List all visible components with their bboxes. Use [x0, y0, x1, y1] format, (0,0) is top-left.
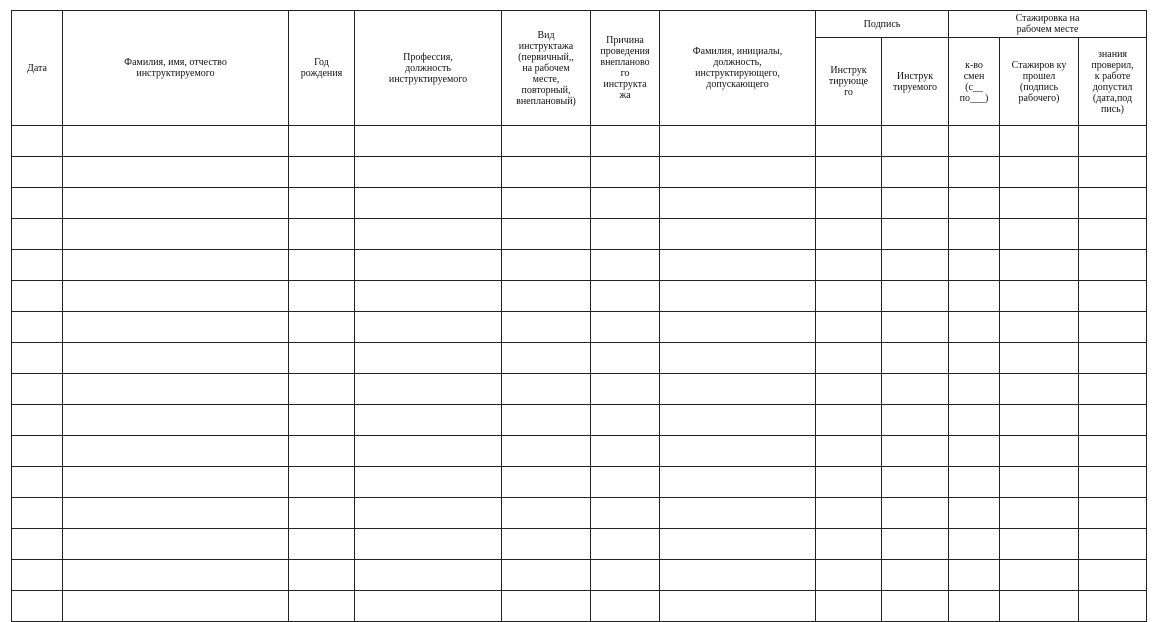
- cell-knowledge-checked[interactable]: [1079, 312, 1147, 343]
- cell-briefing-type[interactable]: [502, 467, 591, 498]
- table-row: [12, 467, 1147, 498]
- cell-instructor[interactable]: [660, 281, 816, 312]
- cell-briefing-type[interactable]: [502, 374, 591, 405]
- cell-date[interactable]: [12, 126, 63, 157]
- cell-instructor-signature[interactable]: [816, 436, 882, 467]
- cell-unplanned-reason[interactable]: [591, 591, 660, 622]
- col-knowledge-checked-header: знания проверил, к работе допустил (дата,под пись): [1079, 38, 1147, 126]
- cell-date[interactable]: [12, 467, 63, 498]
- cell-briefing-type[interactable]: [502, 591, 591, 622]
- cell-date[interactable]: [12, 591, 63, 622]
- cell-date[interactable]: [12, 498, 63, 529]
- col-fullname-header: Фамилия, имя, отчество инструктируемого: [63, 11, 289, 126]
- cell-birth-year[interactable]: [289, 126, 355, 157]
- cell-unplanned-reason[interactable]: [591, 529, 660, 560]
- cell-fullname[interactable]: [63, 529, 289, 560]
- cell-instructor-signature[interactable]: [816, 498, 882, 529]
- cell-profession[interactable]: [355, 591, 502, 622]
- cell-profession[interactable]: [355, 126, 502, 157]
- cell-profession[interactable]: [355, 219, 502, 250]
- table-row: [12, 591, 1147, 622]
- cell-briefing-type[interactable]: [502, 157, 591, 188]
- table-row: [12, 281, 1147, 312]
- table-body: [12, 126, 1147, 622]
- cell-date[interactable]: [12, 157, 63, 188]
- cell-trainee-signature[interactable]: [882, 374, 949, 405]
- table-row: [12, 312, 1147, 343]
- cell-unplanned-reason[interactable]: [591, 126, 660, 157]
- cell-internship-passed[interactable]: [1000, 374, 1079, 405]
- cell-trainee-signature[interactable]: [882, 281, 949, 312]
- cell-internship-passed[interactable]: [1000, 498, 1079, 529]
- cell-instructor-signature[interactable]: [816, 157, 882, 188]
- cell-knowledge-checked[interactable]: [1079, 529, 1147, 560]
- cell-unplanned-reason[interactable]: [591, 281, 660, 312]
- cell-knowledge-checked[interactable]: [1079, 250, 1147, 281]
- cell-knowledge-checked[interactable]: [1079, 188, 1147, 219]
- cell-date[interactable]: [12, 312, 63, 343]
- cell-briefing-type[interactable]: [502, 126, 591, 157]
- cell-knowledge-checked[interactable]: [1079, 157, 1147, 188]
- cell-trainee-signature[interactable]: [882, 126, 949, 157]
- cell-internship-passed[interactable]: [1000, 219, 1079, 250]
- cell-knowledge-checked[interactable]: [1079, 591, 1147, 622]
- cell-profession[interactable]: [355, 529, 502, 560]
- cell-birth-year[interactable]: [289, 374, 355, 405]
- cell-birth-year[interactable]: [289, 436, 355, 467]
- cell-profession[interactable]: [355, 343, 502, 374]
- cell-fullname[interactable]: [63, 374, 289, 405]
- cell-profession[interactable]: [355, 374, 502, 405]
- col-unplanned-reason-header: Причина проведения внепланово го инструкта жа: [591, 11, 660, 126]
- cell-instructor-signature[interactable]: [816, 560, 882, 591]
- table-row: [12, 498, 1147, 529]
- table-row: [12, 405, 1147, 436]
- table-row: [12, 250, 1147, 281]
- cell-profession[interactable]: [355, 405, 502, 436]
- cell-birth-year[interactable]: [289, 219, 355, 250]
- cell-fullname[interactable]: [63, 157, 289, 188]
- col-birth-year-header: Год рождения: [289, 11, 355, 126]
- cell-shifts[interactable]: [949, 436, 1000, 467]
- cell-knowledge-checked[interactable]: [1079, 281, 1147, 312]
- cell-instructor[interactable]: [660, 560, 816, 591]
- cell-unplanned-reason[interactable]: [591, 436, 660, 467]
- cell-internship-passed[interactable]: [1000, 126, 1079, 157]
- cell-shifts[interactable]: [949, 374, 1000, 405]
- cell-trainee-signature[interactable]: [882, 312, 949, 343]
- cell-instructor[interactable]: [660, 219, 816, 250]
- cell-trainee-signature[interactable]: [882, 498, 949, 529]
- cell-unplanned-reason[interactable]: [591, 250, 660, 281]
- col-briefing-type-header: Вид инструктажа (первичный,, на рабочем месте, повторный, внеплановый): [502, 11, 591, 126]
- cell-birth-year[interactable]: [289, 591, 355, 622]
- cell-shifts[interactable]: [949, 281, 1000, 312]
- cell-birth-year[interactable]: [289, 157, 355, 188]
- cell-birth-year[interactable]: [289, 250, 355, 281]
- cell-shifts[interactable]: [949, 188, 1000, 219]
- cell-knowledge-checked[interactable]: [1079, 126, 1147, 157]
- cell-briefing-type[interactable]: [502, 498, 591, 529]
- cell-knowledge-checked[interactable]: [1079, 436, 1147, 467]
- cell-instructor[interactable]: [660, 498, 816, 529]
- cell-date[interactable]: [12, 560, 63, 591]
- cell-unplanned-reason[interactable]: [591, 374, 660, 405]
- cell-internship-passed[interactable]: [1000, 157, 1079, 188]
- cell-instructor[interactable]: [660, 467, 816, 498]
- internship-group-header: Стажировка на рабочем месте: [949, 11, 1147, 38]
- cell-briefing-type[interactable]: [502, 529, 591, 560]
- journal-sheet: [11, 10, 1146, 622]
- cell-briefing-type[interactable]: [502, 560, 591, 591]
- cell-profession[interactable]: [355, 281, 502, 312]
- cell-knowledge-checked[interactable]: [1079, 498, 1147, 529]
- table-row: [12, 374, 1147, 405]
- cell-fullname[interactable]: [63, 436, 289, 467]
- cell-instructor[interactable]: [660, 312, 816, 343]
- cell-profession[interactable]: [355, 157, 502, 188]
- cell-instructor-signature[interactable]: [816, 529, 882, 560]
- cell-date[interactable]: [12, 405, 63, 436]
- cell-instructor[interactable]: [660, 343, 816, 374]
- cell-instructor[interactable]: [660, 157, 816, 188]
- cell-unplanned-reason[interactable]: [591, 219, 660, 250]
- cell-briefing-type[interactable]: [502, 281, 591, 312]
- cell-instructor-signature[interactable]: [816, 250, 882, 281]
- cell-fullname[interactable]: [63, 126, 289, 157]
- cell-fullname[interactable]: [63, 281, 289, 312]
- cell-instructor-signature[interactable]: [816, 281, 882, 312]
- cell-instructor-signature[interactable]: [816, 219, 882, 250]
- cell-shifts[interactable]: [949, 126, 1000, 157]
- cell-internship-passed[interactable]: [1000, 405, 1079, 436]
- cell-trainee-signature[interactable]: [882, 591, 949, 622]
- cell-fullname[interactable]: [63, 250, 289, 281]
- cell-date[interactable]: [12, 219, 63, 250]
- table-row: [12, 126, 1147, 157]
- cell-knowledge-checked[interactable]: [1079, 467, 1147, 498]
- cell-instructor-signature[interactable]: [816, 374, 882, 405]
- cell-instructor-signature[interactable]: [816, 188, 882, 219]
- signature-group-header: Подпись: [816, 11, 949, 38]
- cell-internship-passed[interactable]: [1000, 560, 1079, 591]
- cell-fullname[interactable]: [63, 591, 289, 622]
- col-instructor-signature-header: Инструк тирующе го: [816, 38, 882, 126]
- cell-profession[interactable]: [355, 188, 502, 219]
- cell-shifts[interactable]: [949, 467, 1000, 498]
- cell-date[interactable]: [12, 343, 63, 374]
- cell-fullname[interactable]: [63, 405, 289, 436]
- cell-instructor[interactable]: [660, 188, 816, 219]
- col-date-header: Дата: [12, 11, 63, 126]
- cell-birth-year[interactable]: [289, 281, 355, 312]
- cell-date[interactable]: [12, 529, 63, 560]
- cell-instructor[interactable]: [660, 250, 816, 281]
- col-internship-passed-header: Стажиров ку прошел (подпись рабочего): [1000, 38, 1079, 126]
- table-row: [12, 529, 1147, 560]
- cell-birth-year[interactable]: [289, 529, 355, 560]
- cell-shifts[interactable]: [949, 405, 1000, 436]
- col-instructor-header: Фамилия, инициалы, должность, инструктирующего, допускающего: [660, 11, 816, 126]
- cell-profession[interactable]: [355, 560, 502, 591]
- cell-instructor-signature[interactable]: [816, 467, 882, 498]
- cell-briefing-type[interactable]: [502, 343, 591, 374]
- table-row: [12, 219, 1147, 250]
- cell-fullname[interactable]: [63, 312, 289, 343]
- cell-briefing-type[interactable]: [502, 436, 591, 467]
- cell-internship-passed[interactable]: [1000, 281, 1079, 312]
- cell-date[interactable]: [12, 281, 63, 312]
- cell-date[interactable]: [12, 436, 63, 467]
- cell-trainee-signature[interactable]: [882, 188, 949, 219]
- cell-briefing-type[interactable]: [502, 219, 591, 250]
- table-row: [12, 188, 1147, 219]
- col-trainee-signature-header: Инструк тируемого: [882, 38, 949, 126]
- cell-fullname[interactable]: [63, 560, 289, 591]
- cell-trainee-signature[interactable]: [882, 560, 949, 591]
- cell-trainee-signature[interactable]: [882, 157, 949, 188]
- table-row: [12, 436, 1147, 467]
- cell-instructor-signature[interactable]: [816, 343, 882, 374]
- cell-shifts[interactable]: [949, 591, 1000, 622]
- cell-briefing-type[interactable]: [502, 312, 591, 343]
- cell-unplanned-reason[interactable]: [591, 560, 660, 591]
- cell-trainee-signature[interactable]: [882, 467, 949, 498]
- cell-unplanned-reason[interactable]: [591, 312, 660, 343]
- cell-birth-year[interactable]: [289, 498, 355, 529]
- cell-profession[interactable]: [355, 436, 502, 467]
- cell-shifts[interactable]: [949, 157, 1000, 188]
- cell-shifts[interactable]: [949, 312, 1000, 343]
- cell-internship-passed[interactable]: [1000, 529, 1079, 560]
- cell-fullname[interactable]: [63, 188, 289, 219]
- cell-internship-passed[interactable]: [1000, 250, 1079, 281]
- cell-profession[interactable]: [355, 312, 502, 343]
- cell-profession[interactable]: [355, 467, 502, 498]
- cell-briefing-type[interactable]: [502, 188, 591, 219]
- cell-instructor[interactable]: [660, 436, 816, 467]
- cell-unplanned-reason[interactable]: [591, 188, 660, 219]
- cell-birth-year[interactable]: [289, 312, 355, 343]
- cell-birth-year[interactable]: [289, 467, 355, 498]
- cell-date[interactable]: [12, 188, 63, 219]
- cell-shifts[interactable]: [949, 219, 1000, 250]
- cell-internship-passed[interactable]: [1000, 436, 1079, 467]
- cell-instructor[interactable]: [660, 405, 816, 436]
- cell-fullname[interactable]: [63, 498, 289, 529]
- cell-profession[interactable]: [355, 498, 502, 529]
- cell-birth-year[interactable]: [289, 343, 355, 374]
- cell-unplanned-reason[interactable]: [591, 405, 660, 436]
- cell-knowledge-checked[interactable]: [1079, 374, 1147, 405]
- cell-unplanned-reason[interactable]: [591, 467, 660, 498]
- cell-trainee-signature[interactable]: [882, 343, 949, 374]
- cell-date[interactable]: [12, 374, 63, 405]
- cell-birth-year[interactable]: [289, 560, 355, 591]
- table-row: [12, 560, 1147, 591]
- cell-shifts[interactable]: [949, 498, 1000, 529]
- table-row: [12, 157, 1147, 188]
- cell-trainee-signature[interactable]: [882, 405, 949, 436]
- cell-briefing-type[interactable]: [502, 250, 591, 281]
- cell-shifts[interactable]: [949, 560, 1000, 591]
- cell-knowledge-checked[interactable]: [1079, 219, 1147, 250]
- cell-knowledge-checked[interactable]: [1079, 405, 1147, 436]
- cell-unplanned-reason[interactable]: [591, 498, 660, 529]
- cell-shifts[interactable]: [949, 343, 1000, 374]
- cell-instructor[interactable]: [660, 374, 816, 405]
- cell-fullname[interactable]: [63, 219, 289, 250]
- cell-knowledge-checked[interactable]: [1079, 343, 1147, 374]
- cell-instructor-signature[interactable]: [816, 312, 882, 343]
- cell-instructor-signature[interactable]: [816, 591, 882, 622]
- cell-fullname[interactable]: [63, 467, 289, 498]
- col-profession-header: Профессия, должность инструктируемого: [355, 11, 502, 126]
- cell-shifts[interactable]: [949, 250, 1000, 281]
- cell-unplanned-reason[interactable]: [591, 157, 660, 188]
- table-header: [12, 11, 1147, 126]
- cell-fullname[interactable]: [63, 343, 289, 374]
- col-shifts-header: к-во смен (с__ по___): [949, 38, 1000, 126]
- cell-knowledge-checked[interactable]: [1079, 560, 1147, 591]
- cell-instructor-signature[interactable]: [816, 126, 882, 157]
- cell-trainee-signature[interactable]: [882, 436, 949, 467]
- cell-birth-year[interactable]: [289, 188, 355, 219]
- cell-trainee-signature[interactable]: [882, 529, 949, 560]
- cell-internship-passed[interactable]: [1000, 312, 1079, 343]
- cell-internship-passed[interactable]: [1000, 188, 1079, 219]
- briefing-journal-table: [11, 10, 1147, 622]
- cell-date[interactable]: [12, 250, 63, 281]
- cell-birth-year[interactable]: [289, 405, 355, 436]
- cell-trainee-signature[interactable]: [882, 219, 949, 250]
- cell-instructor[interactable]: [660, 529, 816, 560]
- cell-internship-passed[interactable]: [1000, 467, 1079, 498]
- cell-internship-passed[interactable]: [1000, 591, 1079, 622]
- cell-profession[interactable]: [355, 250, 502, 281]
- cell-instructor-signature[interactable]: [816, 405, 882, 436]
- cell-trainee-signature[interactable]: [882, 250, 949, 281]
- cell-instructor[interactable]: [660, 126, 816, 157]
- cell-briefing-type[interactable]: [502, 405, 591, 436]
- cell-unplanned-reason[interactable]: [591, 343, 660, 374]
- cell-instructor[interactable]: [660, 591, 816, 622]
- cell-internship-passed[interactable]: [1000, 343, 1079, 374]
- table-row: [12, 343, 1147, 374]
- cell-shifts[interactable]: [949, 529, 1000, 560]
